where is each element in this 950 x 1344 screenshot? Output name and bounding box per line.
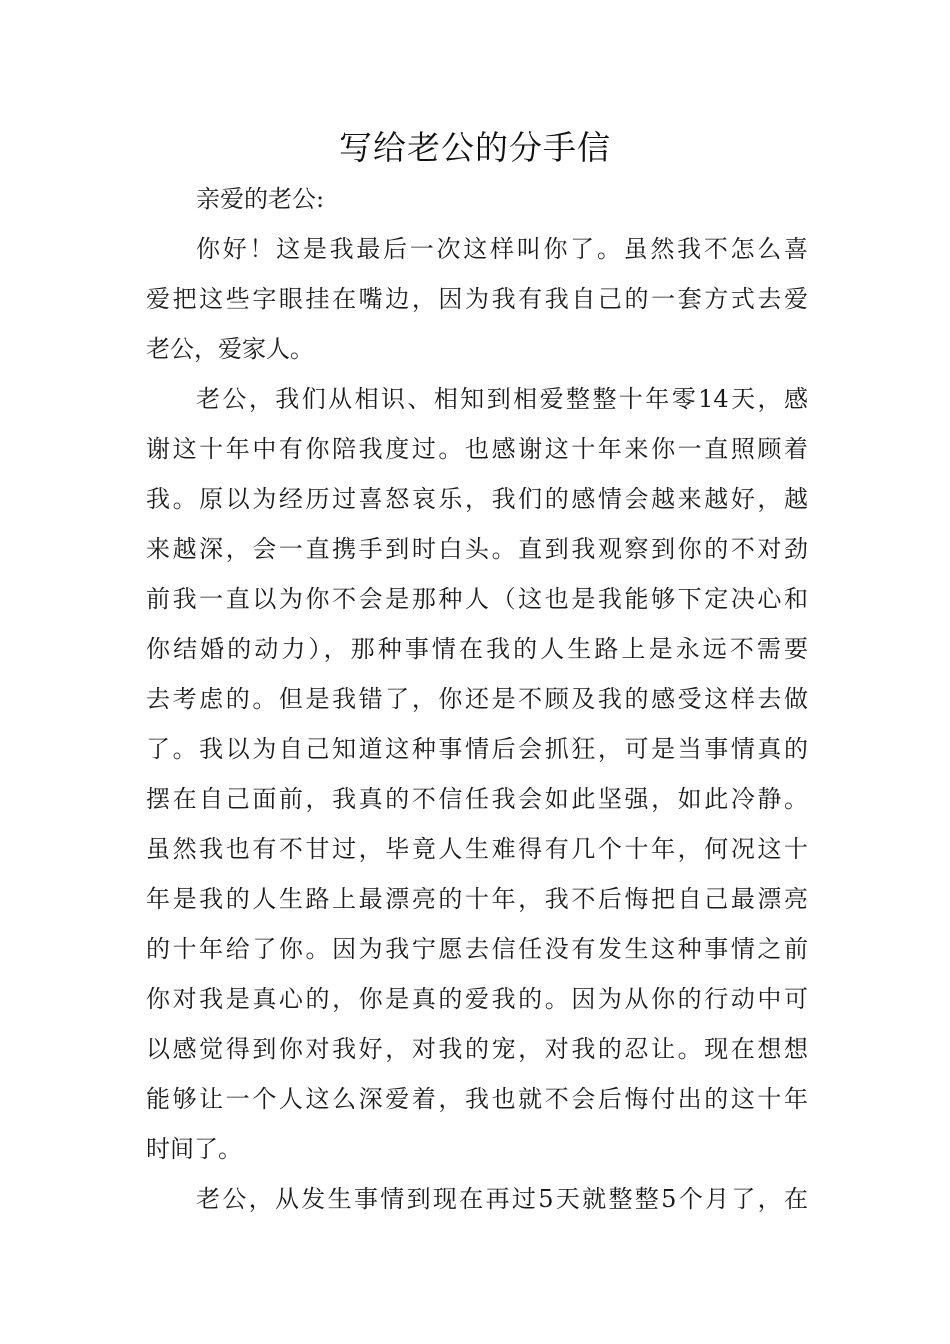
paragraph-line: 了。我以为自己知道这种事情后会抓狂，可是当事情真的	[146, 735, 808, 763]
paragraph-line: 时间了。	[146, 1135, 242, 1163]
paragraph-line: 老公，爱家人。	[146, 335, 314, 363]
paragraph-line: 的十年给了你。因为我宁愿去信任没有发生这种事情之前	[146, 935, 808, 963]
letter-body	[146, 174, 808, 1224]
document-title: 写给老公的分手信	[339, 128, 611, 167]
paragraph-line: 爱把这些字眼挂在嘴边，因为我有我自己的一套方式去爱	[146, 285, 808, 313]
paragraph-line: 你对我是真心的，你是真的爱我的。因为从你的行动中可	[146, 985, 808, 1013]
paragraph-line: 谢这十年中有你陪我度过。也感谢这十年来你一直照顾着	[146, 435, 808, 463]
paragraph-line: 你结婚的动力），那种事情在我的人生路上是永远不需要	[146, 635, 808, 663]
paragraph-line: 年是我的人生路上最漂亮的十年，我不后悔把自己最漂亮	[146, 885, 808, 913]
paragraph-line: 摆在自己面前，我真的不信任我会如此坚强，如此冷静。	[146, 785, 808, 813]
paragraph-line: 以感觉得到你对我好，对我的宠，对我的忍让。现在想想	[146, 1035, 808, 1063]
salutation-line: 亲爱的老公:	[196, 185, 325, 213]
paragraph-line: 来越深，会一直携手到时白头。直到我观察到你的不对劲	[146, 535, 808, 563]
paragraph-line: 能够让一个人这么深爱着，我也就不会后悔付出的这十年	[146, 1085, 808, 1113]
paragraph-line: 我。原以为经历过喜怒哀乐，我们的感情会越来越好，越	[146, 485, 808, 513]
paragraph-line: 前我一直以为你不会是那种人（这也是我能够下定决心和	[146, 585, 808, 613]
paragraph-line: 你好！这是我最后一次这样叫你了。虽然我不怎么喜	[196, 235, 808, 263]
paragraph-line: 老公，从发生事情到现在再过5天就整整5个月了，在	[196, 1185, 808, 1213]
paragraph-line: 虽然我也有不甘过，毕竟人生难得有几个十年，何况这十	[146, 835, 808, 863]
paragraph-line: 老公，我们从相识、相知到相爱整整十年零14天，感	[196, 385, 808, 413]
paragraph-line: 去考虑的。但是我错了，你还是不顾及我的感受这样去做	[146, 685, 808, 713]
